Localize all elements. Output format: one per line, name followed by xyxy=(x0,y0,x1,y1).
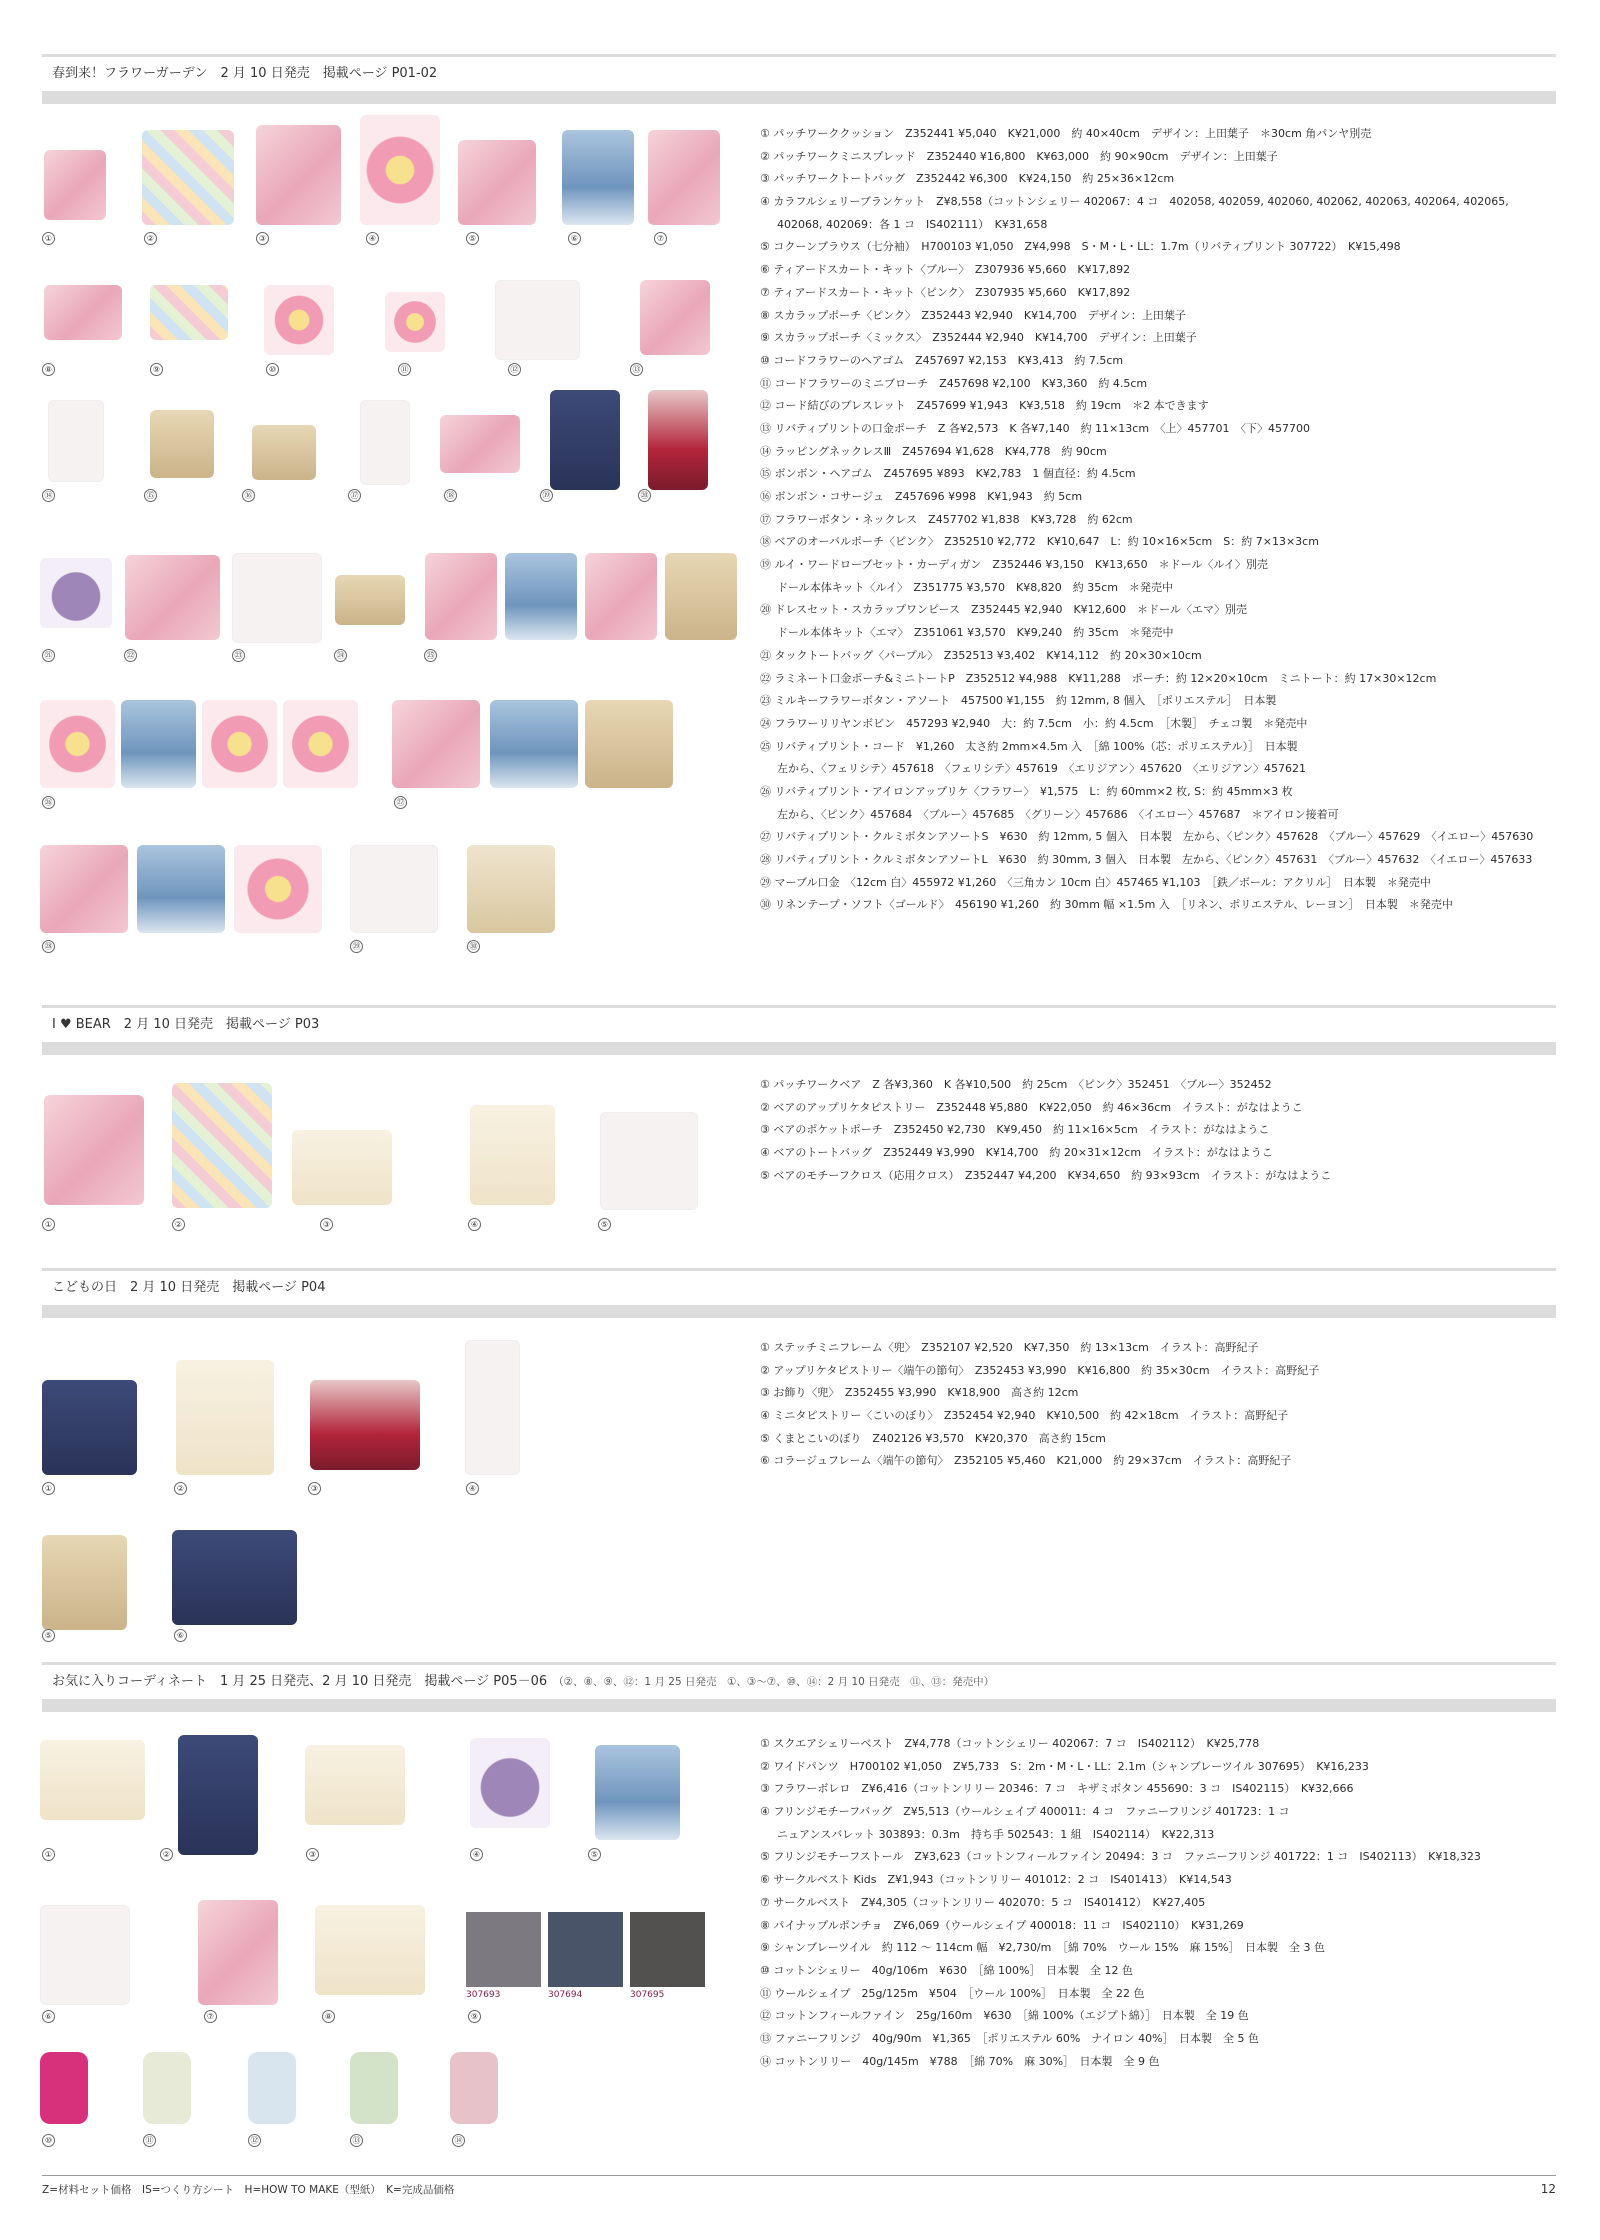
image-number: ② xyxy=(172,1218,185,1231)
image-number: ⑲ xyxy=(540,489,553,502)
product-image xyxy=(550,390,620,490)
list-item: ⑭ コットンリリー 40g/145m ¥788 ［綿 70% 麻 30%］ 日本製 全 9 色 xyxy=(760,2054,1160,2068)
product-image xyxy=(315,1905,425,1995)
list-item: ⑤ くまとこいのぼり Z402126 ¥3,570 K¥20,370 高さ約 15cm xyxy=(760,1431,1106,1445)
swatch-code: 307694 xyxy=(548,1990,583,2000)
product-image xyxy=(264,285,334,355)
product-image xyxy=(305,1745,405,1825)
list-item: ㉑ タックトートバッグ〈パープル〉 Z352513 ¥3,402 K¥14,112 約 20×30×10cm xyxy=(760,648,1202,662)
product-image xyxy=(202,700,277,788)
list-item: ㉙ マーブル口金 〈12cm 白〉455972 ¥1,260 〈三角カン 10cm 白〉457465 ¥1,103 ［鉄／ボール：アクリル］ 日本製 ＊発売中 xyxy=(760,875,1431,889)
product-image xyxy=(495,280,580,360)
product-image xyxy=(640,280,710,355)
item-list-coordinate xyxy=(760,1733,1550,2073)
fabric-swatch xyxy=(548,1912,623,1987)
image-number: ⑨ xyxy=(468,2010,481,2023)
list-item: ㉚ リネンテープ・ソフト〈ゴールド〉 456190 ¥1,260 約 30mm 幅 ×1.5m 入 ［リネン、ポリエステル、レーヨン］ 日本製 ＊発売中 xyxy=(760,898,1453,912)
price-legend: Z=材料セット価格 IS=つくり方シート H=HOW TO MAKE（型紙） K=完成品価格 xyxy=(42,2184,455,2196)
yarn-ball-image xyxy=(350,2052,398,2124)
product-image xyxy=(232,553,322,643)
image-number: ⑰ xyxy=(348,489,361,502)
list-item: ㉘ リバティプリント・クルミボタンアソートL ¥630 約 30mm, 3 個入 日本製 左から、〈ピンク〉457631 〈ブルー〉457632 〈イエロー〉457633 xyxy=(760,853,1533,866)
image-number: ㉘ xyxy=(42,940,55,953)
product-image xyxy=(392,700,480,788)
list-item: ② パッチワークミニスプレッド Z352440 ¥16,800 K¥63,000 約 90×90cm デザイン：上田葉子 xyxy=(760,149,1278,163)
image-number: ⑱ xyxy=(444,489,457,502)
product-image xyxy=(360,115,440,225)
image-number: ㉓ xyxy=(232,649,245,662)
list-item-continuation: 左から、〈フェリシテ〉457618 〈フェリシテ〉457619 〈エリジアン〉457620 〈エリジアン〉457621 xyxy=(777,762,1306,776)
product-image xyxy=(470,1105,555,1205)
product-image xyxy=(40,1740,145,1820)
list-item: ① パッチワークベア Z 各¥3,360 K 各¥10,500 約 25cm 〈ピンク〉352451 〈ブルー〉352452 xyxy=(760,1078,1272,1091)
section-title xyxy=(42,1665,1556,1699)
page-number: 12 xyxy=(1540,2182,1556,2196)
image-number: ⑩ xyxy=(266,363,279,376)
list-item: ㉖ リバティプリント・アイロンアップリケ〈フラワー〉 ¥1,575 L：約 60mm×2 枚, S：約 45mm×3 枚 xyxy=(760,784,1293,798)
product-image xyxy=(256,125,341,225)
product-image xyxy=(150,285,228,340)
product-image xyxy=(121,700,196,788)
product-image xyxy=(40,845,128,933)
list-item: ⑩ コードフラワーのヘアゴム Z457697 ¥2,153 K¥3,413 約 7.5cm xyxy=(760,353,1124,367)
product-image xyxy=(178,1735,258,1855)
product-image xyxy=(176,1360,274,1475)
list-item: ⑫ コットンフィールファイン 25g/160m ¥630 ［綿 100%（エジプト綿）］ 日本製 全 19 色 xyxy=(760,2009,1249,2023)
image-number: ① xyxy=(42,1218,55,1231)
product-image xyxy=(40,700,115,788)
list-item: ㉕ リバティプリント・コード ¥1,260 太さ約 2mm×4.5m 入 ［綿 100%（芯：ポリエステル）］ 日本製 xyxy=(760,739,1298,753)
image-number: ⑧ xyxy=(322,2010,335,2023)
list-item: ⑦ サークルベスト Z¥4,305（コットンリリー 402070：5 コ IS401412） K¥27,405 xyxy=(760,1895,1206,1909)
section-title: I ♥ BEAR 2 月 10 日発売 掲載ページ P03 xyxy=(52,1017,320,1032)
image-number: ⑪ xyxy=(398,363,411,376)
yarn-ball-image xyxy=(40,2052,88,2124)
list-item: ⑨ シャンブレーツイル 約 112 ～ 114cm 幅 ¥2,730/m ［綿 70% ウール 15% 麻 15%］ 日本製 全 3 色 xyxy=(760,1941,1325,1955)
product-image xyxy=(172,1083,272,1208)
product-image xyxy=(350,845,438,933)
product-image xyxy=(292,1130,392,1205)
section-title: 春到来！フラワーガーデン 2 月 10 日発売 掲載ページ P01-02 xyxy=(52,66,438,81)
product-image xyxy=(385,292,445,352)
image-number: ⑪ xyxy=(143,2134,156,2147)
image-number: ① xyxy=(42,1482,55,1495)
list-item: ⑬ リバティプリントの口金ポーチ Z 各¥2,573 K 各¥7,140 約 11×13cm 〈上〉457701 〈下〉457700 xyxy=(760,421,1311,435)
list-item-continuation: ニュアンスバレット 303893：0.3m 持ち手 502543：1 組 IS402114） K¥22,313 xyxy=(777,1827,1215,1841)
list-item: ④ カラフルシェリーブランケット Z¥8,558（コットンシェリー 402067：4 コ 402058, 402059, 402060, 402062, 402063, 402064, 402065, xyxy=(760,195,1509,209)
product-image xyxy=(44,1095,144,1205)
section-header-coordinate xyxy=(42,1662,1556,1712)
image-number: ⑫ xyxy=(508,363,521,376)
product-image xyxy=(44,150,106,220)
list-item: ⑮ ボンボン・ヘアゴム Z457695 ¥893 K¥2,783 1 個直径：約 4.5cm xyxy=(760,467,1136,481)
product-image xyxy=(562,130,634,225)
item-list-childrens-day xyxy=(760,1337,1550,1473)
image-number: ⑩ xyxy=(42,2134,55,2147)
list-item: ⑫ コード結びのブレスレット Z457699 ¥1,943 K¥3,518 約 19cm ＊2 本できます xyxy=(760,399,1209,413)
image-number: ㉕ xyxy=(424,649,437,662)
list-item: ⑨ スカラップポーチ〈ミックス〉 Z352444 ¥2,940 K¥14,700 デザイン：上田葉子 xyxy=(760,331,1197,345)
product-image xyxy=(595,1745,680,1840)
image-number: ⑭ xyxy=(42,489,55,502)
yarn-ball-image xyxy=(450,2052,498,2124)
list-item: ④ フリンジモチーフバッグ Z¥5,513（ウールシェイプ 400011：4 コ ファニーフリンジ 401723：1 コ xyxy=(760,1805,1290,1819)
fabric-swatch xyxy=(466,1912,541,1987)
list-item: ⑰ フラワーボタン・ネックレス Z457702 ¥1,838 K¥3,728 約 62cm xyxy=(760,512,1133,526)
product-image xyxy=(150,410,214,478)
image-number: ㉑ xyxy=(42,649,55,662)
item-list-bear xyxy=(760,1074,1550,1187)
image-number: ⑤ xyxy=(42,1629,55,1642)
product-image xyxy=(648,390,708,490)
list-item: ㉔ フラワーリリヤンボビン 457293 ¥2,940 大：約 7.5cm 小：約 4.5cm ［木製］ チェコ製 ＊発売中 xyxy=(760,716,1308,730)
section-header-childrens-day xyxy=(42,1268,1556,1318)
image-number: ⑥ xyxy=(174,1629,187,1642)
image-number: ⑦ xyxy=(654,232,667,245)
product-image xyxy=(440,415,520,473)
image-number: ⑥ xyxy=(568,232,581,245)
yarn-ball-image xyxy=(248,2052,296,2124)
product-image xyxy=(425,553,497,640)
list-item: ⑪ ウールシェイプ 25g/125m ¥504 ［ウール 100%］ 日本製 全 22 色 xyxy=(760,1986,1145,2000)
image-number: ④ xyxy=(366,232,379,245)
list-item: ④ ベアのトートバッグ Z352449 ¥3,990 K¥14,700 約 20×31×12cm イラスト：がなはようこ xyxy=(760,1146,1273,1160)
product-image xyxy=(142,130,234,225)
swatch-code: 307695 xyxy=(630,1990,665,2000)
image-number: ⑤ xyxy=(466,232,479,245)
product-image xyxy=(40,558,112,628)
page-footer xyxy=(42,2175,1556,2197)
list-item: ⑲ ルイ・ワードローブセット・カーディガン Z352446 ¥3,150 K¥13,650 ＊ドール〈ルイ〉別売 xyxy=(760,558,1268,572)
image-number: ㉒ xyxy=(124,649,137,662)
list-item: ⑪ コードフラワーのミニブローチ Z457698 ¥2,100 K¥3,360 約 4.5cm xyxy=(760,376,1148,390)
image-number: ⑧ xyxy=(42,363,55,376)
image-number: ⑤ xyxy=(598,1218,611,1231)
image-number: ⑭ xyxy=(452,2134,465,2147)
image-number: ⑳ xyxy=(638,489,651,502)
image-number: ③ xyxy=(256,232,269,245)
swatch-code: 307693 xyxy=(466,1990,501,2000)
image-number: ㉚ xyxy=(467,940,480,953)
image-number: ㉙ xyxy=(350,940,363,953)
image-number: ① xyxy=(42,232,55,245)
list-item: ⑩ コットンシェリー 40g/106m ¥630 ［綿 100%］ 日本製 全 12 色 xyxy=(760,1963,1133,1977)
list-item: ③ パッチワークトートバッグ Z352442 ¥6,300 K¥24,150 約 25×36×12cm xyxy=(760,172,1175,186)
image-number: ① xyxy=(42,1848,55,1861)
list-item: ④ ミニタピストリー〈こいのぼり〉 Z352454 ¥2,940 K¥10,500 約 42×18cm イラスト：高野紀子 xyxy=(760,1409,1289,1423)
list-item-continuation: 左から、〈ピンク〉457684 〈ブルー〉457685 〈グリーン〉457686 〈イエロー〉457687 ＊アイロン接着可 xyxy=(777,807,1339,821)
list-item: ㉗ リバティプリント・クルミボタンアソートS ¥630 約 12mm, 5 個入 日本製 左から、〈ピンク〉457628 〈ブルー〉457629 〈イエロー〉457630 xyxy=(760,830,1534,844)
image-number: ② xyxy=(144,232,157,245)
product-image xyxy=(585,553,657,640)
image-number: ④ xyxy=(466,1482,479,1495)
image-number: ⑬ xyxy=(350,2134,363,2147)
product-image xyxy=(48,400,104,482)
section-title: こどもの日 2 月 10 日発売 掲載ページ P04 xyxy=(52,1280,326,1295)
product-image xyxy=(172,1530,297,1625)
image-number: ③ xyxy=(306,1848,319,1861)
product-image xyxy=(665,553,737,640)
list-item: ⑯ ボンボン・コサージュ Z457696 ¥998 K¥1,943 約 5cm xyxy=(760,490,1083,503)
image-number: ㉔ xyxy=(334,649,347,662)
list-item: ⑧ スカラップポーチ〈ピンク〉 Z352443 ¥2,940 K¥14,700 デザイン：上田葉子 xyxy=(760,308,1186,322)
image-number: ⑮ xyxy=(144,489,157,502)
image-number: ⑯ xyxy=(242,489,255,502)
list-item: ② ベアのアップリケタピストリー Z352448 ¥5,880 K¥22,050 約 46×36cm イラスト：がなはようこ xyxy=(760,1100,1303,1114)
list-item: ⑧ パイナップルポンチョ Z¥6,069（ウールシェイプ 400018：11 コ IS402110） K¥31,269 xyxy=(760,1918,1244,1932)
section-header-flower-garden xyxy=(42,54,1556,104)
image-number: ㉖ xyxy=(42,796,55,809)
product-image xyxy=(600,1112,698,1210)
product-image xyxy=(585,700,673,788)
list-item: ⑤ コクーンブラウス（七分袖） H700103 ¥1,050 Z¥4,998 S・M・L・LL：1.7m（リバティプリント 307722） K¥15,498 xyxy=(760,240,1401,254)
product-image xyxy=(40,1905,130,2005)
product-image xyxy=(283,700,358,788)
list-item: ㉒ ラミネート口金ポーチ&ミニトートP Z352512 ¥4,988 K¥11,288 ポーチ：約 12×20×10cm ミニトート：約 17×30×12cm xyxy=(760,671,1437,685)
image-number: ⑥ xyxy=(42,2010,55,2023)
image-number: ③ xyxy=(308,1482,321,1495)
image-number: ② xyxy=(174,1482,187,1495)
list-item-continuation: 402068, 402069：各 1 コ IS402111） K¥31,658 xyxy=(777,217,1048,231)
list-item: ⑥ ティアードスカート・キット〈ブルー〉 Z307936 ¥5,660 K¥17,892 xyxy=(760,263,1131,277)
list-item: ⑭ ラッピングネックレスⅢ Z457694 ¥1,628 K¥4,778 約 90cm xyxy=(760,444,1107,458)
product-image xyxy=(467,845,555,933)
list-item: ⑬ ファニーフリンジ 40g/90m ¥1,365 ［ポリエステル 60% ナイロン 40%］ 日本製 全 5 色 xyxy=(760,2031,1260,2045)
product-image xyxy=(310,1380,420,1470)
product-image xyxy=(648,130,720,225)
product-image xyxy=(44,285,122,340)
list-item: ② アップリケタピストリー〈端午の節句〉 Z352453 ¥3,990 K¥16,800 約 35×30cm イラスト：高野紀子 xyxy=(760,1363,1320,1377)
list-item: ③ お飾り〈兜〉 Z352455 ¥3,990 K¥18,900 高さ約 12cm xyxy=(760,1386,1079,1400)
product-image xyxy=(42,1535,127,1630)
product-image xyxy=(137,845,225,933)
image-number: ④ xyxy=(470,1848,483,1861)
product-image xyxy=(335,575,405,625)
product-image xyxy=(465,1340,520,1475)
section-title-main: お気に入りコーディネート 1 月 25 日発売、2 月 10 日発売 掲載ページ P05－06 xyxy=(52,1674,548,1689)
yarn-ball-image xyxy=(143,2052,191,2124)
product-image xyxy=(125,555,220,640)
list-item-continuation: ドール本体キット〈エマ〉 Z351061 ¥3,570 K¥9,240 約 35cm ＊発売中 xyxy=(777,626,1174,640)
list-item: ② ワイドパンツ H700102 ¥1,050 Z¥5,733 S：2m・M・L・LL：2.1m（シャンブレーツイル 307695） K¥16,233 xyxy=(760,1759,1369,1773)
image-number: ④ xyxy=(468,1218,481,1231)
list-item: ⑤ フリンジモチーフストール Z¥3,623（コットンフィールファイン 20494：3 コ ファニーフリンジ 401722：1 コ IS402113） K¥18,323 xyxy=(760,1850,1481,1864)
image-number: ⑦ xyxy=(204,2010,217,2023)
item-list-flower-garden xyxy=(760,123,1550,917)
image-number: ⑬ xyxy=(630,363,643,376)
image-number: ⑫ xyxy=(248,2134,261,2147)
fabric-swatch xyxy=(630,1912,705,1987)
list-item: ⑥ サークルベスト Kids Z¥1,943（コットンリリー 401012：2 コ IS401413） K¥14,543 xyxy=(760,1873,1232,1887)
section-header-bear xyxy=(42,1005,1556,1055)
product-image xyxy=(360,400,410,485)
product-image xyxy=(490,700,578,788)
list-item: ⑳ ドレスセット・スカラップワンピース Z352445 ¥2,940 K¥12,600 ＊ドール〈エマ〉別売 xyxy=(760,603,1247,617)
list-item: ③ フラワーボレロ Z¥6,416（コットンリリー 20346：7 コ キザミボタン 455690：3 コ IS402115） K¥32,666 xyxy=(760,1782,1354,1796)
list-item: ㉓ ミルキーフラワーボタン・アソート 457500 ¥1,155 約 12mm, 8 個入 ［ポリエステル］ 日本製 xyxy=(760,694,1277,708)
list-item: ⑥ コラージュフレーム〈端午の節句〉 Z352105 ¥5,460 K21,000 約 29×37cm イラスト：高野紀子 xyxy=(760,1454,1292,1468)
image-number: ⑤ xyxy=(588,1848,601,1861)
product-image xyxy=(252,425,316,480)
list-item: ③ ベアのポケットポーチ Z352450 ¥2,730 K¥9,450 約 11×16×5cm イラスト：がなはようこ xyxy=(760,1123,1270,1137)
image-number: ③ xyxy=(320,1218,333,1231)
list-item: ① パッチワーククッション Z352441 ¥5,040 K¥21,000 約 40×40cm デザイン：上田葉子 ＊30cm 角パンヤ別売 xyxy=(760,127,1372,140)
product-image xyxy=(198,1900,278,2005)
image-number: ② xyxy=(160,1848,173,1861)
list-item: ⑦ ティアードスカート・キット〈ピンク〉 Z307935 ¥5,660 K¥17,892 xyxy=(760,285,1131,299)
product-image xyxy=(42,1380,137,1475)
product-image xyxy=(505,553,577,640)
list-item: ⑱ ベアのオーバルポーチ〈ピンク〉 Z352510 ¥2,772 K¥10,647 L：約 10×16×5cm S：約 7×13×3cm xyxy=(760,535,1319,549)
list-item-continuation: ドール本体キット〈ルイ〉 Z351775 ¥3,570 K¥8,820 約 35cm ＊発売中 xyxy=(777,580,1173,594)
list-item: ⑤ ベアのモチーフクロス（応用クロス） Z352447 ¥4,200 K¥34,650 約 93×93cm イラスト：がなはようこ xyxy=(760,1168,1332,1182)
product-image xyxy=(458,140,536,225)
product-image xyxy=(470,1738,550,1828)
image-number: ⑨ xyxy=(150,363,163,376)
image-number: ㉗ xyxy=(394,796,407,809)
section-title-note: （②、⑧、⑨、⑫：1 月 25 日発売 ①、③～⑦、⑩、⑭：2 月 10 日発売 ⑪、⑬：発売中） xyxy=(553,1676,995,1688)
list-item: ① ステッチミニフレーム〈兜〉 Z352107 ¥2,520 K¥7,350 約 13×13cm イラスト：高野紀子 xyxy=(760,1341,1259,1354)
list-item: ① スクエアシェリーベスト Z¥4,778（コットンシェリー 402067：7 コ IS402112） K¥25,778 xyxy=(760,1737,1260,1750)
product-image xyxy=(234,845,322,933)
